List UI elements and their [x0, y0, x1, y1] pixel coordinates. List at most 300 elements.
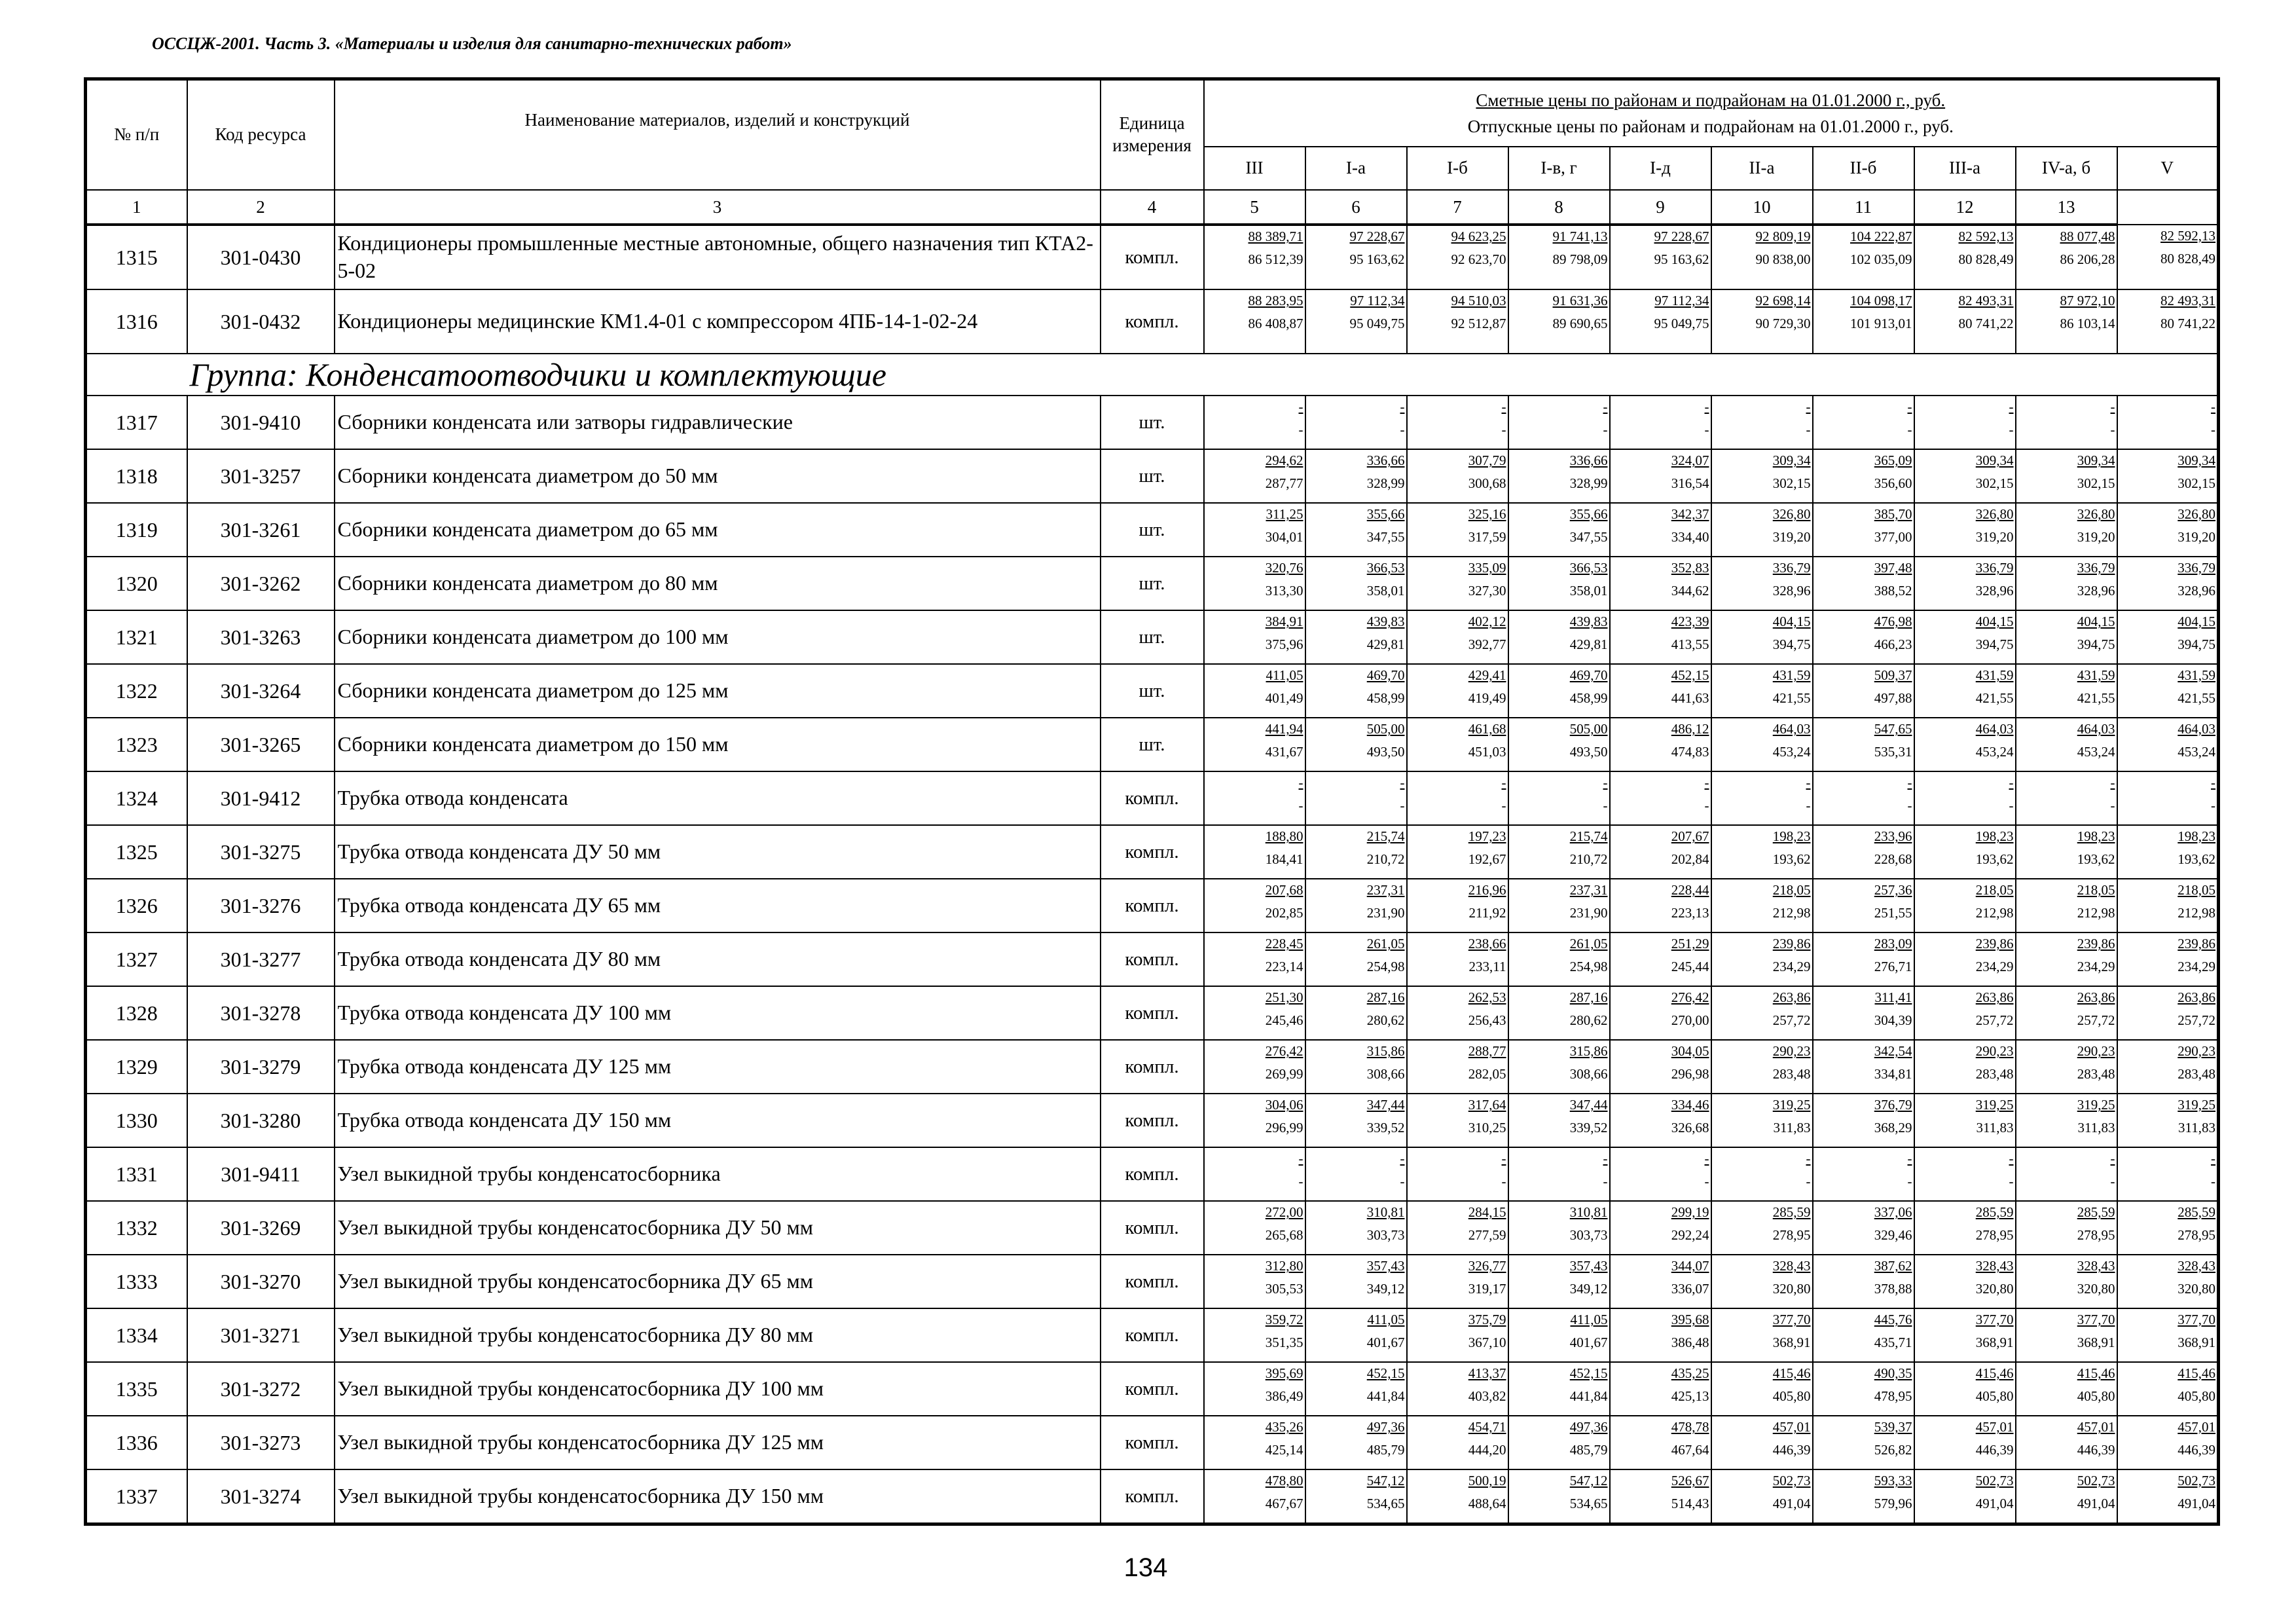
unit-of-measure: компл.: [1101, 1201, 1204, 1255]
resource-code: 301-9412: [187, 771, 335, 825]
estimate-price: 317,64: [1468, 1097, 1506, 1113]
estimate-price: 239,86: [2077, 936, 2115, 951]
price-cell: [1508, 610, 1610, 664]
price-cell: [1407, 610, 1508, 664]
release-price: -: [2009, 798, 2014, 813]
price-cell: [1711, 1147, 1813, 1201]
unit-of-measure: шт.: [1101, 610, 1204, 664]
table-row: [86, 396, 2219, 449]
estimate-price: 478,80: [1265, 1473, 1303, 1488]
estimate-price: 87 972,10: [2060, 293, 2115, 308]
estimate-price: -: [1603, 775, 1608, 790]
price-cell: [1508, 1469, 1610, 1524]
material-name: Узел выкидной трубы конденсатосборника: [335, 1147, 1101, 1201]
price-cell: [1407, 1040, 1508, 1094]
price-cell: [2117, 771, 2219, 825]
release-price: 493,50: [1366, 744, 1405, 760]
release-price: 320,80: [1975, 1281, 2014, 1297]
estimate-price: 452,15: [1366, 1365, 1405, 1381]
release-price: 319,20: [1772, 529, 1811, 545]
release-price: 278,95: [1772, 1227, 1811, 1243]
estimate-price: -: [2110, 399, 2115, 415]
estimate-price: 261,05: [1569, 936, 1608, 951]
release-price: 211,92: [1468, 905, 1506, 921]
price-cell: [2117, 986, 2219, 1040]
release-price: 280,62: [1569, 1012, 1608, 1028]
price-cell: [1204, 1040, 1305, 1094]
estimate-price: 502,73: [2178, 1473, 2216, 1488]
price-cell: [1204, 1308, 1305, 1362]
estimate-price: 94 510,03: [1451, 293, 1506, 308]
estimate-price: 355,66: [1569, 506, 1608, 522]
row-number: 1336: [86, 1416, 187, 1469]
estimate-price: 261,05: [1366, 936, 1405, 951]
price-cell: [1305, 503, 1407, 557]
estimate-price: 461,68: [1468, 721, 1506, 737]
table-row: [86, 1362, 2219, 1416]
unit-of-measure: компл.: [1101, 879, 1204, 932]
estimate-price: 285,59: [2077, 1204, 2115, 1220]
price-cell: [1508, 1094, 1610, 1147]
release-price: 394,75: [2178, 637, 2216, 652]
price-cell: [2016, 396, 2117, 449]
release-price: -: [2211, 798, 2216, 813]
estimate-price: -: [2009, 1151, 2014, 1166]
unit-of-measure: компл.: [1101, 1147, 1204, 1201]
unit-of-measure: компл.: [1101, 1255, 1204, 1308]
estimate-price: 404,15: [2178, 614, 2216, 629]
unit-of-measure: компл.: [1101, 1308, 1204, 1362]
unit-of-measure: компл.: [1101, 1416, 1204, 1469]
price-cell: [1305, 610, 1407, 664]
release-price: 210,72: [1569, 851, 1608, 867]
price-cell: [1508, 1201, 1610, 1255]
col-header-unit: Единица измерения: [1101, 79, 1204, 191]
price-cell: [1305, 1308, 1407, 1362]
estimate-price: 263,86: [2178, 989, 2216, 1005]
price-cell: [1610, 879, 1711, 932]
price-cell: [1610, 557, 1711, 610]
estimate-price: 92 809,19: [1755, 229, 1811, 244]
price-cell: [1610, 225, 1711, 289]
document-header: ОССЦЖ-2001. Часть 3. «Материалы и изделия для санитарно-технических работ»: [152, 34, 792, 53]
row-number: 1335: [86, 1362, 187, 1416]
estimate-price: 336,79: [2077, 560, 2115, 576]
resource-code: 301-3276: [187, 879, 335, 932]
resource-code: 301-0432: [187, 289, 335, 354]
price-cell: [1914, 718, 2016, 771]
estimate-price: 328,43: [1772, 1258, 1811, 1274]
estimate-price: 309,34: [1772, 452, 1811, 468]
price-cell: [1407, 1255, 1508, 1308]
estimate-price: 336,79: [1975, 560, 2014, 576]
price-cell: [1508, 289, 1610, 354]
release-price: 401,67: [1366, 1335, 1405, 1350]
release-price: 358,01: [1569, 583, 1608, 599]
release-price: 488,64: [1468, 1496, 1506, 1511]
release-price: 514,43: [1671, 1496, 1709, 1511]
price-cell: [1204, 879, 1305, 932]
table-row: [86, 771, 2219, 825]
estimate-price: 198,23: [2077, 828, 2115, 844]
estimate-price: 478,78: [1671, 1419, 1709, 1435]
table-row: [86, 825, 2219, 879]
price-cell: [1914, 610, 2016, 664]
resource-code: 301-3272: [187, 1362, 335, 1416]
release-price: 386,49: [1265, 1388, 1303, 1404]
estimate-price: 285,59: [1772, 1204, 1811, 1220]
price-cell: [1305, 825, 1407, 879]
estimate-price: -: [1704, 775, 1709, 790]
release-price: 327,30: [1468, 583, 1506, 599]
release-price: 223,14: [1265, 959, 1303, 974]
unit-of-measure: шт.: [1101, 449, 1204, 503]
price-cell: [1813, 1416, 1914, 1469]
release-price: 296,98: [1671, 1066, 1709, 1082]
price-cell: [1813, 825, 1914, 879]
table-row: [86, 1416, 2219, 1469]
estimate-price: 97 228,67: [1654, 229, 1709, 244]
price-cell: [1508, 225, 1610, 289]
material-name: Узел выкидной трубы конденсатосборника ДУ 100 мм: [335, 1362, 1101, 1416]
price-cell: [1508, 1147, 1610, 1201]
estimate-price: 423,39: [1671, 614, 1709, 629]
release-price: 234,29: [2178, 959, 2216, 974]
release-price: 304,01: [1265, 529, 1303, 545]
material-name: Сборники конденсата диаметром до 150 мм: [335, 718, 1101, 771]
unit-of-measure: шт.: [1101, 718, 1204, 771]
price-cell: [1914, 932, 2016, 986]
estimate-price: 309,34: [1975, 452, 2014, 468]
release-price: 467,64: [1671, 1442, 1709, 1458]
release-price: 344,62: [1671, 583, 1709, 599]
estimate-price: 299,19: [1671, 1204, 1709, 1220]
price-cell: [1204, 825, 1305, 879]
release-price: 347,55: [1569, 529, 1608, 545]
release-price: 80 741,22: [2160, 316, 2216, 331]
price-cell: [1508, 396, 1610, 449]
estimate-price: 355,66: [1366, 506, 1405, 522]
estimate-price: 336,66: [1366, 452, 1405, 468]
price-cell: [1813, 1308, 1914, 1362]
release-price: 292,24: [1671, 1227, 1709, 1243]
estimate-price: 319,25: [1975, 1097, 2014, 1113]
price-cell: [1813, 771, 1914, 825]
release-price: 446,39: [2178, 1442, 2216, 1458]
release-price: 377,00: [1874, 529, 1912, 545]
price-cell: [2016, 225, 2117, 289]
price-cell: [2016, 771, 2117, 825]
price-cell: [1305, 289, 1407, 354]
estimate-price: 347,44: [1569, 1097, 1608, 1113]
release-price: 458,99: [1569, 690, 1608, 706]
estimate-price: 547,65: [1874, 721, 1912, 737]
estimate-price: 287,16: [1569, 989, 1608, 1005]
table-row: [86, 1255, 2219, 1308]
estimate-price: 500,19: [1468, 1473, 1506, 1488]
price-cell: [2016, 1201, 2117, 1255]
price-cell: [2117, 932, 2219, 986]
estimate-price: 336,79: [2178, 560, 2216, 576]
estimate-price: 476,98: [1874, 614, 1912, 629]
release-price: 485,79: [1366, 1442, 1405, 1458]
column-number: 9: [1610, 190, 1711, 225]
table-row: [86, 1040, 2219, 1094]
estimate-price: -: [1298, 775, 1303, 790]
release-price: 535,31: [1874, 744, 1912, 760]
estimate-price: 377,70: [1975, 1312, 2014, 1327]
release-price: -: [1400, 422, 1405, 437]
estimate-price: -: [2009, 399, 2014, 415]
price-cell: [1813, 557, 1914, 610]
group-title: Группа: Конденсатоотводчики и комплектующие: [187, 354, 2219, 396]
estimate-price: -: [1603, 399, 1608, 415]
price-cell: [1407, 1308, 1508, 1362]
estimate-price: -: [2211, 1151, 2216, 1166]
estimate-price: 283,09: [1874, 936, 1912, 951]
estimate-price: 411,05: [1367, 1312, 1405, 1327]
price-cell: [2117, 289, 2219, 354]
release-price: -: [2110, 798, 2115, 813]
row-number: 1334: [86, 1308, 187, 1362]
estimate-price: 457,01: [1772, 1419, 1811, 1435]
release-price: -: [1806, 798, 1811, 813]
price-cell: [1610, 1416, 1711, 1469]
price-cell: [1711, 664, 1813, 718]
column-number: 6: [1305, 190, 1407, 225]
material-name: Трубка отвода конденсата ДУ 150 мм: [335, 1094, 1101, 1147]
column-number: 3: [335, 190, 1101, 225]
price-cell: [2016, 718, 2117, 771]
price-cell: [2117, 664, 2219, 718]
material-name: Сборники конденсата диаметром до 100 мм: [335, 610, 1101, 664]
estimate-price: 336,66: [1569, 452, 1608, 468]
release-price: 368,91: [2178, 1335, 2216, 1350]
table-row: [86, 449, 2219, 503]
material-name: Узел выкидной трубы конденсатосборника ДУ 50 мм: [335, 1201, 1101, 1255]
price-cell: [1813, 289, 1914, 354]
price-cell: [1407, 289, 1508, 354]
price-cell: [2016, 289, 2117, 354]
price-cell: [1813, 1147, 1914, 1201]
release-price: 336,07: [1671, 1281, 1709, 1297]
price-cell: [2117, 503, 2219, 557]
release-price: -: [1603, 1173, 1608, 1189]
price-cell: [1610, 610, 1711, 664]
price-cell: [1407, 396, 1508, 449]
price-cell: [2016, 1362, 2117, 1416]
price-cell: [1508, 1362, 1610, 1416]
estimate-price: 411,05: [1266, 667, 1303, 683]
price-cell: [2117, 396, 2219, 449]
release-price: 320,80: [2077, 1281, 2115, 1297]
price-cell: [1204, 664, 1305, 718]
release-price: -: [1501, 422, 1506, 437]
release-price: 444,20: [1468, 1442, 1506, 1458]
release-price: 319,20: [2077, 529, 2115, 545]
estimate-price: 334,46: [1671, 1097, 1709, 1113]
release-price: 394,75: [1772, 637, 1811, 652]
release-price: 328,96: [2077, 583, 2115, 599]
price-cell: [1305, 225, 1407, 289]
release-price: 313,30: [1265, 583, 1303, 599]
release-price: 228,68: [1874, 851, 1912, 867]
release-price: 310,25: [1468, 1120, 1506, 1135]
price-cell: [1914, 289, 2016, 354]
release-price: 212,98: [2077, 905, 2115, 921]
estimate-price: 309,34: [2077, 452, 2115, 468]
release-price: -: [1907, 798, 1912, 813]
estimate-price: 415,46: [1772, 1365, 1811, 1381]
estimate-price: -: [1501, 399, 1506, 415]
release-price: 458,99: [1366, 690, 1405, 706]
estimate-price: 310,81: [1569, 1204, 1608, 1220]
price-cell: [1711, 225, 1813, 289]
estimate-price: 272,00: [1265, 1204, 1303, 1220]
price-cell: [2117, 610, 2219, 664]
price-cell: [1305, 449, 1407, 503]
release-price: 89 798,09: [1552, 251, 1608, 267]
estimate-price: 82 493,31: [2160, 293, 2216, 308]
release-price: 351,35: [1265, 1335, 1303, 1350]
price-cell: [1204, 396, 1305, 449]
estimate-price: 505,00: [1366, 721, 1405, 737]
release-price: 257,72: [2077, 1012, 2115, 1028]
estimate-price: -: [1400, 399, 1405, 415]
release-price: 257,72: [1772, 1012, 1811, 1028]
release-price: 296,99: [1265, 1120, 1303, 1135]
table-row: [86, 1308, 2219, 1362]
price-cell: [2016, 1147, 2117, 1201]
release-price: 401,49: [1265, 690, 1303, 706]
price-cell: [1407, 1469, 1508, 1524]
release-price: 89 690,65: [1552, 316, 1608, 331]
table-row: [86, 879, 2219, 932]
material-name: Сборники конденсата диаметром до 125 мм: [335, 664, 1101, 718]
release-price: 467,67: [1265, 1496, 1303, 1511]
estimate-price: 464,03: [2077, 721, 2115, 737]
release-price: 192,67: [1468, 851, 1506, 867]
estimate-price: 285,59: [1975, 1204, 2014, 1220]
release-price: -: [2009, 1173, 2014, 1189]
estimate-price: 486,12: [1671, 721, 1709, 737]
estimate-price: 218,05: [1975, 882, 2014, 898]
price-cell: [1407, 1201, 1508, 1255]
price-cell: [2117, 1040, 2219, 1094]
material-name: Сборники конденсата или затворы гидравлические: [335, 396, 1101, 449]
column-number: 12: [1914, 190, 2016, 225]
resource-code: 301-3264: [187, 664, 335, 718]
release-price: 193,62: [2077, 851, 2115, 867]
price-cell: [1610, 932, 1711, 986]
price-cell: [1711, 289, 1813, 354]
region-header: I-в, г: [1508, 147, 1610, 190]
release-price: 302,15: [1975, 475, 2014, 491]
estimate-price: 375,79: [1468, 1312, 1506, 1327]
price-cell: [1914, 1469, 2016, 1524]
row-number: 1323: [86, 718, 187, 771]
estimate-price: -: [1501, 1151, 1506, 1166]
estimate-price: 326,80: [2077, 506, 2115, 522]
price-cell: [1508, 1416, 1610, 1469]
estimate-price: 377,70: [2178, 1312, 2216, 1327]
release-price: 303,73: [1569, 1227, 1608, 1243]
estimate-price: 276,42: [1671, 989, 1709, 1005]
material-name: Сборники конденсата диаметром до 65 мм: [335, 503, 1101, 557]
release-price: 320,80: [1772, 1281, 1811, 1297]
release-price: 421,55: [2178, 690, 2216, 706]
release-price: 491,04: [1772, 1496, 1811, 1511]
release-price: 202,84: [1671, 851, 1709, 867]
material-name: Трубка отвода конденсата ДУ 100 мм: [335, 986, 1101, 1040]
release-price: 280,62: [1366, 1012, 1405, 1028]
release-price: 231,90: [1366, 905, 1405, 921]
estimate-price: 284,15: [1468, 1204, 1506, 1220]
release-price: 86 206,28: [2060, 251, 2115, 267]
release-price: 302,15: [2178, 475, 2216, 491]
estimate-price: 307,79: [1468, 452, 1506, 468]
table-row: [86, 718, 2219, 771]
estimate-price: 439,83: [1366, 614, 1405, 629]
price-cell: [1711, 503, 1813, 557]
release-price: -: [1298, 422, 1303, 437]
release-price: 212,98: [2178, 905, 2216, 921]
price-cell: [1813, 1469, 1914, 1524]
estimate-price: 311,41: [1874, 989, 1912, 1005]
unit-of-measure: компл.: [1101, 932, 1204, 986]
estimate-price: 304,05: [1671, 1043, 1709, 1059]
estimate-price: 347,44: [1366, 1097, 1405, 1113]
price-cell: [1610, 1255, 1711, 1308]
material-name: Кондиционеры промышленные местные автономные, общего назначения тип КТА2-5-02: [335, 225, 1101, 289]
estimate-price: 454,71: [1468, 1419, 1506, 1435]
release-price: 319,20: [2178, 529, 2216, 545]
release-price: 378,88: [1874, 1281, 1912, 1297]
release-price: 453,24: [1975, 744, 2014, 760]
estimate-price: 88 283,95: [1248, 293, 1303, 308]
release-price: 86 512,39: [1248, 251, 1303, 267]
column-number: 13: [2016, 190, 2117, 225]
price-cell: [1610, 1147, 1711, 1201]
price-cell: [1711, 1416, 1813, 1469]
price-cell: [1914, 664, 2016, 718]
row-number: 1319: [86, 503, 187, 557]
price-cell: [2016, 825, 2117, 879]
estimate-price: 320,76: [1265, 560, 1303, 576]
price-cell: [2117, 557, 2219, 610]
price-cell: [2117, 1469, 2219, 1524]
release-price: 254,98: [1366, 959, 1405, 974]
estimate-price: -: [1907, 1151, 1912, 1166]
column-number: 1: [86, 190, 187, 225]
price-cell: [1914, 1308, 2016, 1362]
price-cell: [1204, 1147, 1305, 1201]
release-price: 251,55: [1874, 905, 1912, 921]
estimate-price: 92 698,14: [1755, 293, 1811, 308]
release-price: 579,96: [1874, 1496, 1912, 1511]
price-cell: [1610, 1469, 1711, 1524]
estimate-price: 431,59: [2178, 667, 2216, 683]
release-price: 446,39: [1772, 1442, 1811, 1458]
release-price: 95 163,62: [1349, 251, 1405, 267]
resource-code: 301-3279: [187, 1040, 335, 1094]
price-cell: [1508, 825, 1610, 879]
material-name: Трубка отвода конденсата ДУ 125 мм: [335, 1040, 1101, 1094]
header-row-titles: [86, 79, 2219, 147]
release-price: 435,71: [1874, 1335, 1912, 1350]
price-cell: [1204, 449, 1305, 503]
row-number: 1320: [86, 557, 187, 610]
